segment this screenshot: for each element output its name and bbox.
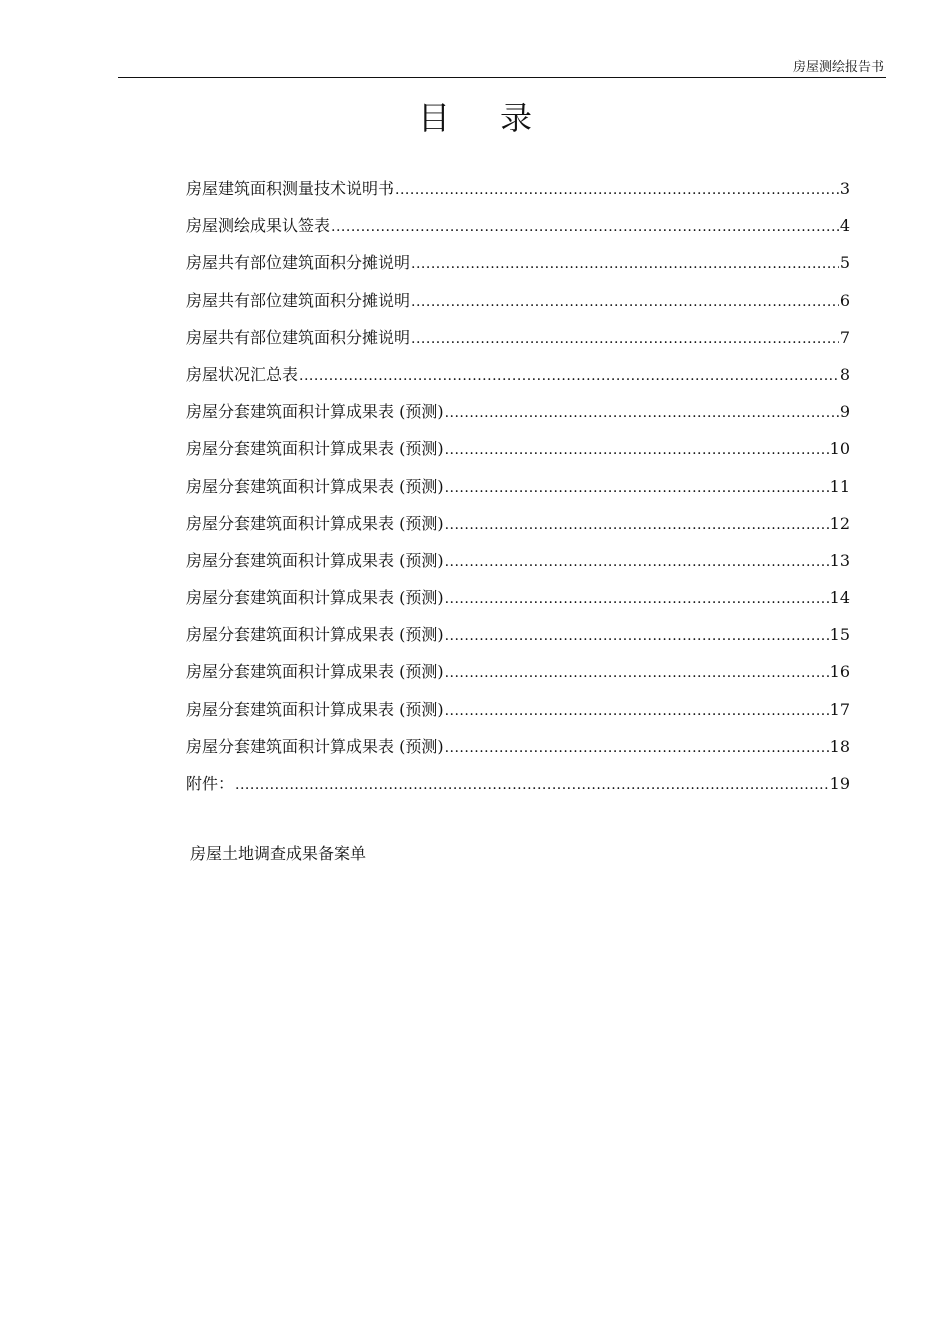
toc-entry-label: 房屋分套建筑面积计算成果表 (预测) [186, 588, 444, 608]
page-title: 目录 [417, 99, 582, 137]
toc-entry-page: 5 [839, 253, 850, 273]
toc-entry-label: 房屋测绘成果认签表 [186, 216, 331, 236]
toc-entry-page: 18 [829, 736, 850, 756]
toc-entry-page: 9 [839, 402, 850, 422]
toc-dot-leader [445, 510, 829, 540]
toc-entry[interactable] [186, 434, 850, 471]
toc-entry[interactable] [186, 509, 850, 546]
toc-entry[interactable] [186, 732, 850, 769]
toc-entry-label: 附件： [186, 774, 235, 793]
toc-entry-label: 房屋分套建筑面积计算成果表 (预测) [186, 439, 444, 459]
toc-entry-page: 13 [829, 550, 850, 570]
toc-entry-label: 房屋分套建筑面积计算成果表 (预测) [186, 402, 444, 422]
toc-entry-page: 11 [829, 476, 850, 496]
appendix-item: 房屋土地调查成果备案单 [190, 844, 367, 863]
toc-entry-label: 房屋分套建筑面积计算成果表 (预测) [186, 513, 444, 533]
toc-entry-page: 17 [829, 699, 850, 719]
header-divider [118, 77, 886, 78]
toc-entry[interactable] [186, 211, 850, 248]
toc-entry-page: 12 [829, 513, 850, 533]
toc-entry-label: 房屋共有部位建筑面积分摊说明 [186, 253, 411, 273]
toc-dot-leader [299, 361, 839, 391]
toc-entry-page: 7 [839, 327, 850, 347]
toc-entry-page: 8 [839, 364, 850, 384]
toc-entry-page: 10 [829, 439, 850, 459]
toc-dot-leader [445, 584, 829, 614]
toc-dot-leader [445, 547, 829, 577]
toc-dot-leader [445, 621, 829, 651]
toc-entry-label: 房屋状况汇总表 [186, 364, 299, 384]
toc-dot-leader [445, 473, 829, 503]
toc-dot-leader [445, 658, 829, 688]
toc-dot-leader [411, 324, 839, 354]
toc-dot-leader [445, 696, 829, 726]
toc-entry-label: 房屋分套建筑面积计算成果表 (预测) [186, 736, 444, 756]
toc-entry-page: 15 [829, 625, 850, 645]
toc-entry-page: 16 [829, 662, 850, 682]
toc-entry[interactable] [186, 397, 850, 434]
toc-dot-leader [395, 175, 839, 205]
toc-entry-label: 房屋分套建筑面积计算成果表 (预测) [186, 476, 444, 496]
toc-entry-label: 房屋共有部位建筑面积分摊说明 [186, 290, 411, 310]
toc-entry[interactable] [186, 360, 850, 397]
toc-entry-page: 6 [839, 290, 850, 310]
toc-entry[interactable] [186, 174, 850, 211]
toc-dot-leader [235, 770, 829, 800]
table-of-contents [186, 174, 850, 806]
toc-entry[interactable] [186, 248, 850, 285]
toc-dot-leader [331, 212, 839, 242]
toc-entry[interactable] [186, 769, 850, 806]
toc-entry[interactable] [186, 583, 850, 620]
toc-entry[interactable] [186, 546, 850, 583]
toc-entry-label: 房屋建筑面积测量技术说明书 [186, 179, 395, 198]
toc-entry-label: 房屋分套建筑面积计算成果表 (预测) [186, 625, 444, 645]
toc-entry[interactable] [186, 620, 850, 657]
toc-entry[interactable] [186, 695, 850, 732]
toc-entry[interactable] [186, 657, 850, 694]
toc-entry-page: 14 [829, 588, 850, 608]
toc-entry[interactable] [186, 472, 850, 509]
toc-entry-page: 19 [829, 774, 850, 793]
toc-dot-leader [411, 249, 839, 279]
toc-entry-label: 房屋分套建筑面积计算成果表 (预测) [186, 699, 444, 719]
toc-dot-leader [445, 398, 839, 428]
toc-dot-leader [445, 733, 829, 763]
toc-entry-page: 3 [839, 179, 850, 198]
running-header: 房屋测绘报告书 [792, 60, 884, 75]
toc-entry[interactable] [186, 286, 850, 323]
toc-dot-leader [445, 435, 829, 465]
toc-entry-label: 房屋分套建筑面积计算成果表 (预测) [186, 550, 444, 570]
toc-entry[interactable] [186, 323, 850, 360]
toc-dot-leader [411, 287, 839, 317]
toc-entry-page: 4 [839, 216, 850, 236]
toc-entry-label: 房屋共有部位建筑面积分摊说明 [186, 327, 411, 347]
toc-entry-label: 房屋分套建筑面积计算成果表 (预测) [186, 662, 444, 682]
